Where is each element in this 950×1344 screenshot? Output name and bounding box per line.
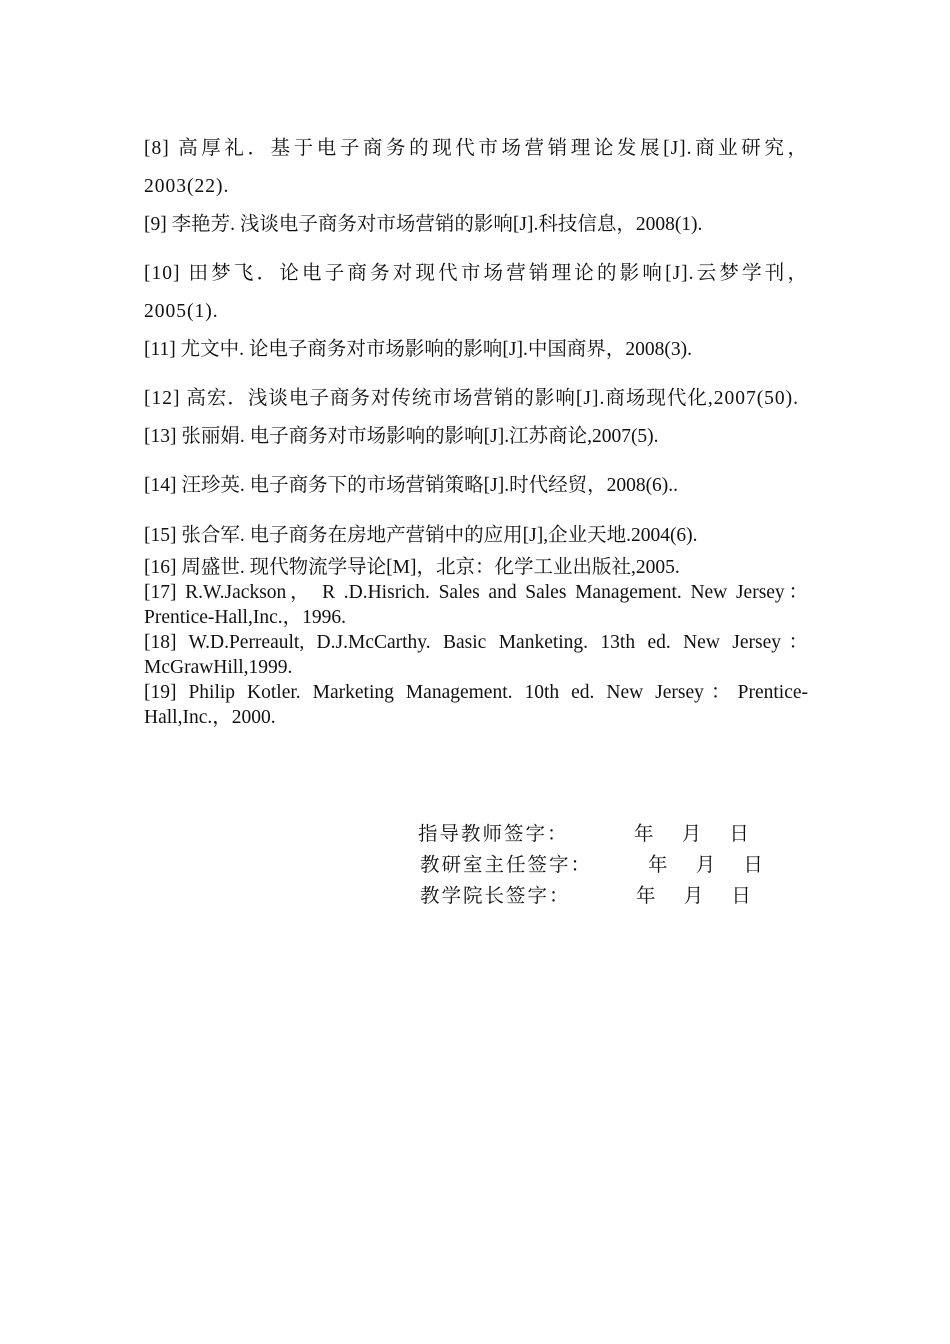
signature-row-advisor [418,818,765,849]
reference-item-8: [8] 高厚礼．基于电子商务的现代市场营销理论发展[J].商业研究，2003(22). [144,138,808,197]
reference-item-13: [13] 张丽娟. 电子商务对市场影响的影响[J].江苏商论,2007(5). [144,426,659,447]
reference-item-15: [15] 张合军. 电子商务在房地产营销中的应用[J],企业天地.2004(6). [144,525,698,546]
signature-block [418,818,765,911]
dean-signature-label: 教学院长签字： [420,884,571,907]
reference-item-11: [11] 尤文中. 论电子商务对市场影响的影响[J].中国商界，2008(3). [144,339,692,360]
signature-row-department-head [420,849,765,880]
reference-item-16: [16] 周盛世. 现代物流学导论[M]，北京：化学工业出版社,2005. [144,557,680,578]
signature-row-dean [420,880,765,911]
reference-item-19: [19] Philip Kotler. Marketing Management. 10th ed. New Jersey：Prentice-Hall,Inc.，2000. [144,682,808,728]
advisor-signature-date: 年 月 日 [634,822,751,845]
reference-list [144,130,808,730]
reference-item-14: [14] 汪珍英. 电子商务下的市场营销策略[J].时代经贸，2008(6).. [144,475,679,496]
reference-item-18: [18] W.D.Perreault, D.J.McCarthy. Basic Manketing. 13th ed. New Jersey：McGrawHill,1999. [144,632,808,678]
advisor-signature-label: 指导教师签字： [418,822,569,845]
dean-signature-date: 年 月 日 [636,884,753,907]
reference-item-10: [10] 田梦飞．论电子商务对现代市场营销理论的影响[J].云梦学刊，2005(1). [144,263,808,322]
reference-item-9: [9] 李艳芳. 浅谈电子商务对市场营销的影响[J].科技信息，2008(1). [144,214,703,235]
department-head-signature-date: 年 月 日 [648,853,765,876]
reference-item-17: [17] R.W.Jackson， R .D.Hisrich. Sales and Sales Management. New Jersey：Prentice-Hall,Inc.，1996. [144,582,808,628]
reference-item-12: [12] 高宏．浅谈电子商务对传统市场营销的影响[J].商场现代化,2007(50). [144,388,800,409]
department-head-signature-label: 教研室主任签字： [420,853,593,876]
